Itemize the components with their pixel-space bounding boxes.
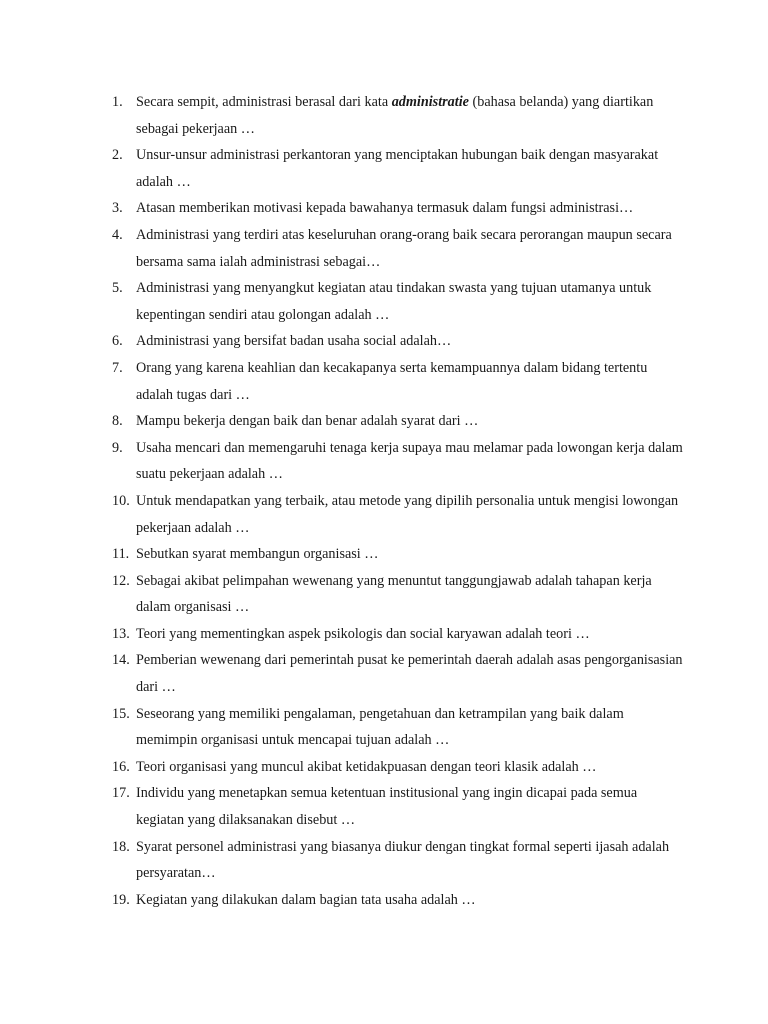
question-item [112, 647, 687, 700]
question-item [112, 541, 687, 568]
question-item [112, 780, 687, 833]
question-item [112, 195, 687, 222]
question-item [112, 408, 687, 435]
question-text: Administrasi yang menyangkut kegiatan atau tindakan swasta yang tujuan utamanya untuk kepentingan sendiri atau golongan adalah … [136, 280, 652, 323]
question-text: Teori yang mementingkan aspek psikologis dan social karyawan adalah teori … [136, 625, 590, 642]
question-item [112, 435, 687, 488]
question-text: Orang yang karena keahlian dan kecakapanya serta kemampuannya dalam bidang tertentu adalah tugas dari … [136, 359, 648, 403]
question-number: 18. [112, 838, 130, 855]
question-number: 12. [112, 572, 130, 589]
question-text: Syarat personel administrasi yang biasanya diukur dengan tingkat formal seperti ijasah adalah persyaratan… [136, 838, 670, 882]
question-text: Untuk mendapatkan yang terbaik, atau metode yang dipilih personalia untuk mengisi lowongan pekerjaan adalah … [136, 492, 679, 536]
question-text: Mampu bekerja dengan baik dan benar adalah syarat dari … [136, 413, 479, 430]
question-item [112, 701, 687, 754]
question-item [112, 328, 687, 355]
question-text: Usaha mencari dan memengaruhi tenaga kerja supaya mau melamar pada lowongan kerja dalam suatu pekerjaan adalah … [136, 439, 683, 483]
question-text: Teori organisasi yang muncul akibat ketidakpuasan dengan teori klasik adalah … [136, 758, 597, 775]
question-text: Kegiatan yang dilakukan dalam bagian tata usaha adalah … [136, 891, 476, 908]
question-text: Secara sempit, administrasi berasal dari kata administratie (bahasa belanda) yang diartikan sebagai pekerjaan … [136, 94, 654, 137]
question-number: 6. [112, 333, 123, 350]
question-text: Administrasi yang bersifat badan usaha social adalah… [136, 333, 452, 350]
question-number: 5. [112, 280, 123, 297]
question-number: 4. [112, 226, 123, 243]
question-number: 14. [112, 652, 130, 669]
question-number: 2. [112, 147, 123, 164]
question-number: 19. [112, 891, 130, 908]
question-number: 9. [112, 439, 123, 456]
emphasized-term: administratie [391, 94, 469, 110]
question-text: Administrasi yang terdiri atas keseluruhan orang-orang baik secara perorangan maupun secara bersama sama ialah administrasi sebagai… [136, 226, 672, 270]
question-number: 10. [112, 492, 130, 509]
question-number: 15. [112, 705, 130, 722]
question-item [112, 621, 687, 648]
question-text: Sebagai akibat pelimpahan wewenang yang menuntut tanggungjawab adalah tahapan kerja dalam organisasi … [136, 572, 652, 616]
question-number: 13. [112, 625, 130, 642]
question-number: 3. [112, 200, 123, 217]
question-item [112, 275, 687, 328]
question-number: 11. [112, 546, 130, 563]
question-item [112, 754, 687, 781]
question-number: 7. [112, 359, 123, 376]
question-item [112, 355, 687, 408]
question-text: Unsur-unsur administrasi perkantoran yang menciptakan hubungan baik dengan masyarakat adalah … [136, 147, 659, 190]
question-item [112, 568, 687, 621]
question-text: Atasan memberikan motivasi kepada bawahanya termasuk dalam fungsi administrasi… [136, 200, 634, 217]
question-number: 1. [112, 94, 123, 110]
question-item [112, 488, 687, 541]
question-number: 8. [112, 413, 123, 430]
question-item [112, 222, 687, 275]
question-list [112, 89, 687, 913]
question-number: 16. [112, 758, 130, 775]
question-text: Individu yang menetapkan semua ketentuan institusional yang ingin dicapai pada semua kegiatan yang dilaksanakan disebut … [136, 785, 638, 829]
question-text: Pemberian wewenang dari pemerintah pusat ke pemerintah daerah adalah asas pengorganisasian dari … [136, 652, 683, 696]
question-text: Sebutkan syarat membangun organisasi … [136, 546, 379, 563]
question-text: Seseorang yang memiliki pengalaman, pengetahuan dan ketrampilan yang baik dalam memimpin organisasi untuk mencapai tujuan adalah … [136, 705, 624, 749]
question-item [112, 887, 687, 914]
question-item [112, 834, 687, 887]
question-item [112, 142, 687, 195]
question-number: 17. [112, 785, 130, 802]
question-item [112, 89, 687, 142]
